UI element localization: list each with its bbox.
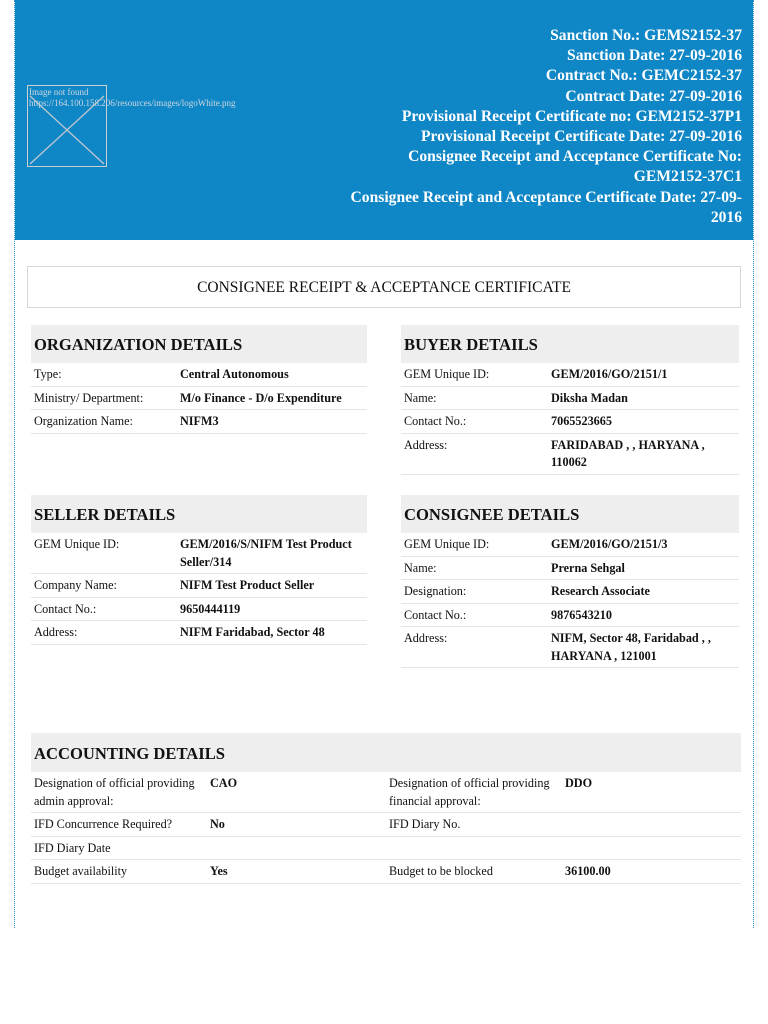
row-value: GEM/2016/GO/2151/3 [551, 537, 668, 551]
table-row [31, 598, 367, 622]
row-label: IFD Concurrence Required? [34, 817, 173, 831]
table-row [31, 621, 367, 645]
logo-alt-line: Image not found [29, 87, 89, 97]
row-value: FARIDABAD , , HARYANA , 110062 [551, 437, 705, 469]
table-row [401, 387, 739, 411]
row-label: Contact No.: [404, 607, 467, 622]
table-row [31, 410, 367, 434]
row-value: 9650444119 [180, 601, 241, 616]
table-row [401, 604, 739, 628]
certificate-title: CONSIGNEE RECEIPT & ACCEPTANCE CERTIFICATE [27, 266, 741, 308]
table-row [31, 387, 367, 411]
row-label: Organization Name: [34, 414, 133, 428]
row-value: NIFM Faridabad, Sector 48 [180, 625, 325, 639]
row-label: Name: [404, 560, 437, 575]
table-row [401, 580, 739, 604]
crac-no-value: GEM2152-37C1 [633, 168, 742, 186]
row-value: NIFM3 [180, 414, 219, 428]
row-value: Diksha Madan [551, 390, 628, 405]
row-value: No [210, 817, 225, 831]
row-label: Address: [404, 437, 448, 452]
row-label: IFD Diary No. [389, 817, 461, 831]
table-row [401, 533, 739, 557]
table-row [401, 627, 739, 668]
row-label: IFD Diary Date [34, 840, 111, 855]
seller-heading: SELLER DETAILS [31, 495, 367, 533]
row-label: GEM Unique ID: [404, 367, 490, 381]
seller-details-section [31, 495, 367, 645]
buyer-details-section [401, 325, 739, 475]
row-value [210, 840, 389, 858]
table-row [401, 410, 739, 434]
row-label: Name: [404, 390, 437, 405]
table-row [401, 557, 739, 581]
crac-no-label: Consignee Receipt and Acceptance Certificate No: [408, 148, 742, 166]
row-label: Type: [34, 367, 62, 381]
table-row [31, 860, 741, 884]
crac-date-line1: Consignee Receipt and Acceptance Certificate Date: 27-09- [350, 188, 742, 206]
row-value: 36100.00 [565, 864, 611, 878]
document-page [14, 0, 754, 928]
row-label: GEM Unique ID: [34, 537, 120, 551]
row-value [565, 816, 735, 834]
row-label: Designation of official providing financial approval: [389, 776, 550, 808]
row-label: Contact No.: [404, 414, 467, 428]
row-label: Budget to be blocked [389, 864, 493, 878]
consignee-heading: CONSIGNEE DETAILS [401, 495, 739, 533]
contract-date: Contract Date: 27-09-2016 [565, 87, 742, 105]
table-row [31, 363, 367, 387]
row-value: NIFM Test Product Seller [180, 578, 315, 592]
header-banner [15, 0, 753, 240]
table-row [31, 533, 367, 574]
row-value: M/o Finance - D/o Expenditure [180, 390, 342, 405]
row-label: Budget availability [34, 864, 128, 878]
table-row [401, 363, 739, 387]
row-value: Research Associate [551, 584, 650, 598]
row-label: Designation of official providing admin approval: [34, 776, 195, 808]
row-value [565, 840, 735, 858]
row-label [389, 840, 565, 858]
row-value: DDO [565, 776, 593, 790]
crac-date-line2: 2016 [710, 208, 742, 226]
row-value: NIFM, Sector 48, Faridabad , , HARYANA , 121001 [551, 631, 711, 663]
row-value: CAO [210, 776, 238, 790]
table-row [31, 813, 741, 837]
row-value: GEM/2016/GO/2151/1 [551, 367, 668, 381]
sanction-no: Sanction No.: GEMS2152-37 [550, 27, 742, 44]
logo-alt-url: https://164.100.158.206/resources/images/logoWhite.png [29, 98, 236, 108]
table-row [31, 772, 741, 813]
table-row [31, 574, 367, 598]
row-label: GEM Unique ID: [404, 537, 490, 551]
table-row [401, 434, 739, 475]
row-label: Ministry/ Department: [34, 390, 144, 405]
organization-details-section [31, 325, 367, 434]
row-label: Contact No.: [34, 601, 97, 616]
certificate-reference-block [182, 26, 742, 228]
row-value: Prerna Sehgal [551, 560, 625, 575]
broken-logo-image [27, 85, 236, 167]
row-value: GEM/2016/S/NIFM Test Product Seller/314 [180, 537, 352, 569]
row-value: 7065523665 [551, 414, 612, 428]
row-value: Yes [210, 864, 228, 878]
organization-heading: ORGANIZATION DETAILS [31, 325, 367, 363]
buyer-heading: BUYER DETAILS [401, 325, 739, 363]
consignee-details-section [401, 495, 739, 668]
table-row [31, 837, 741, 861]
row-label: Designation: [404, 584, 467, 598]
row-label: Address: [34, 625, 78, 639]
accounting-details-section [31, 733, 741, 884]
accounting-heading: ACCOUNTING DETAILS [31, 733, 741, 772]
provisional-receipt-no: Provisional Receipt Certificate no: GEM2152-37P1 [401, 107, 742, 125]
sanction-date: Sanction Date: 27-09-2016 [567, 47, 742, 65]
row-value: Central Autonomous [180, 367, 289, 381]
row-value: 9876543210 [551, 607, 612, 622]
provisional-receipt-date: Provisional Receipt Certificate Date: 27-09-2016 [420, 128, 742, 146]
row-label: Company Name: [34, 578, 117, 592]
row-label: Address: [404, 631, 448, 645]
contract-no: Contract No.: GEMC2152-37 [545, 67, 742, 85]
